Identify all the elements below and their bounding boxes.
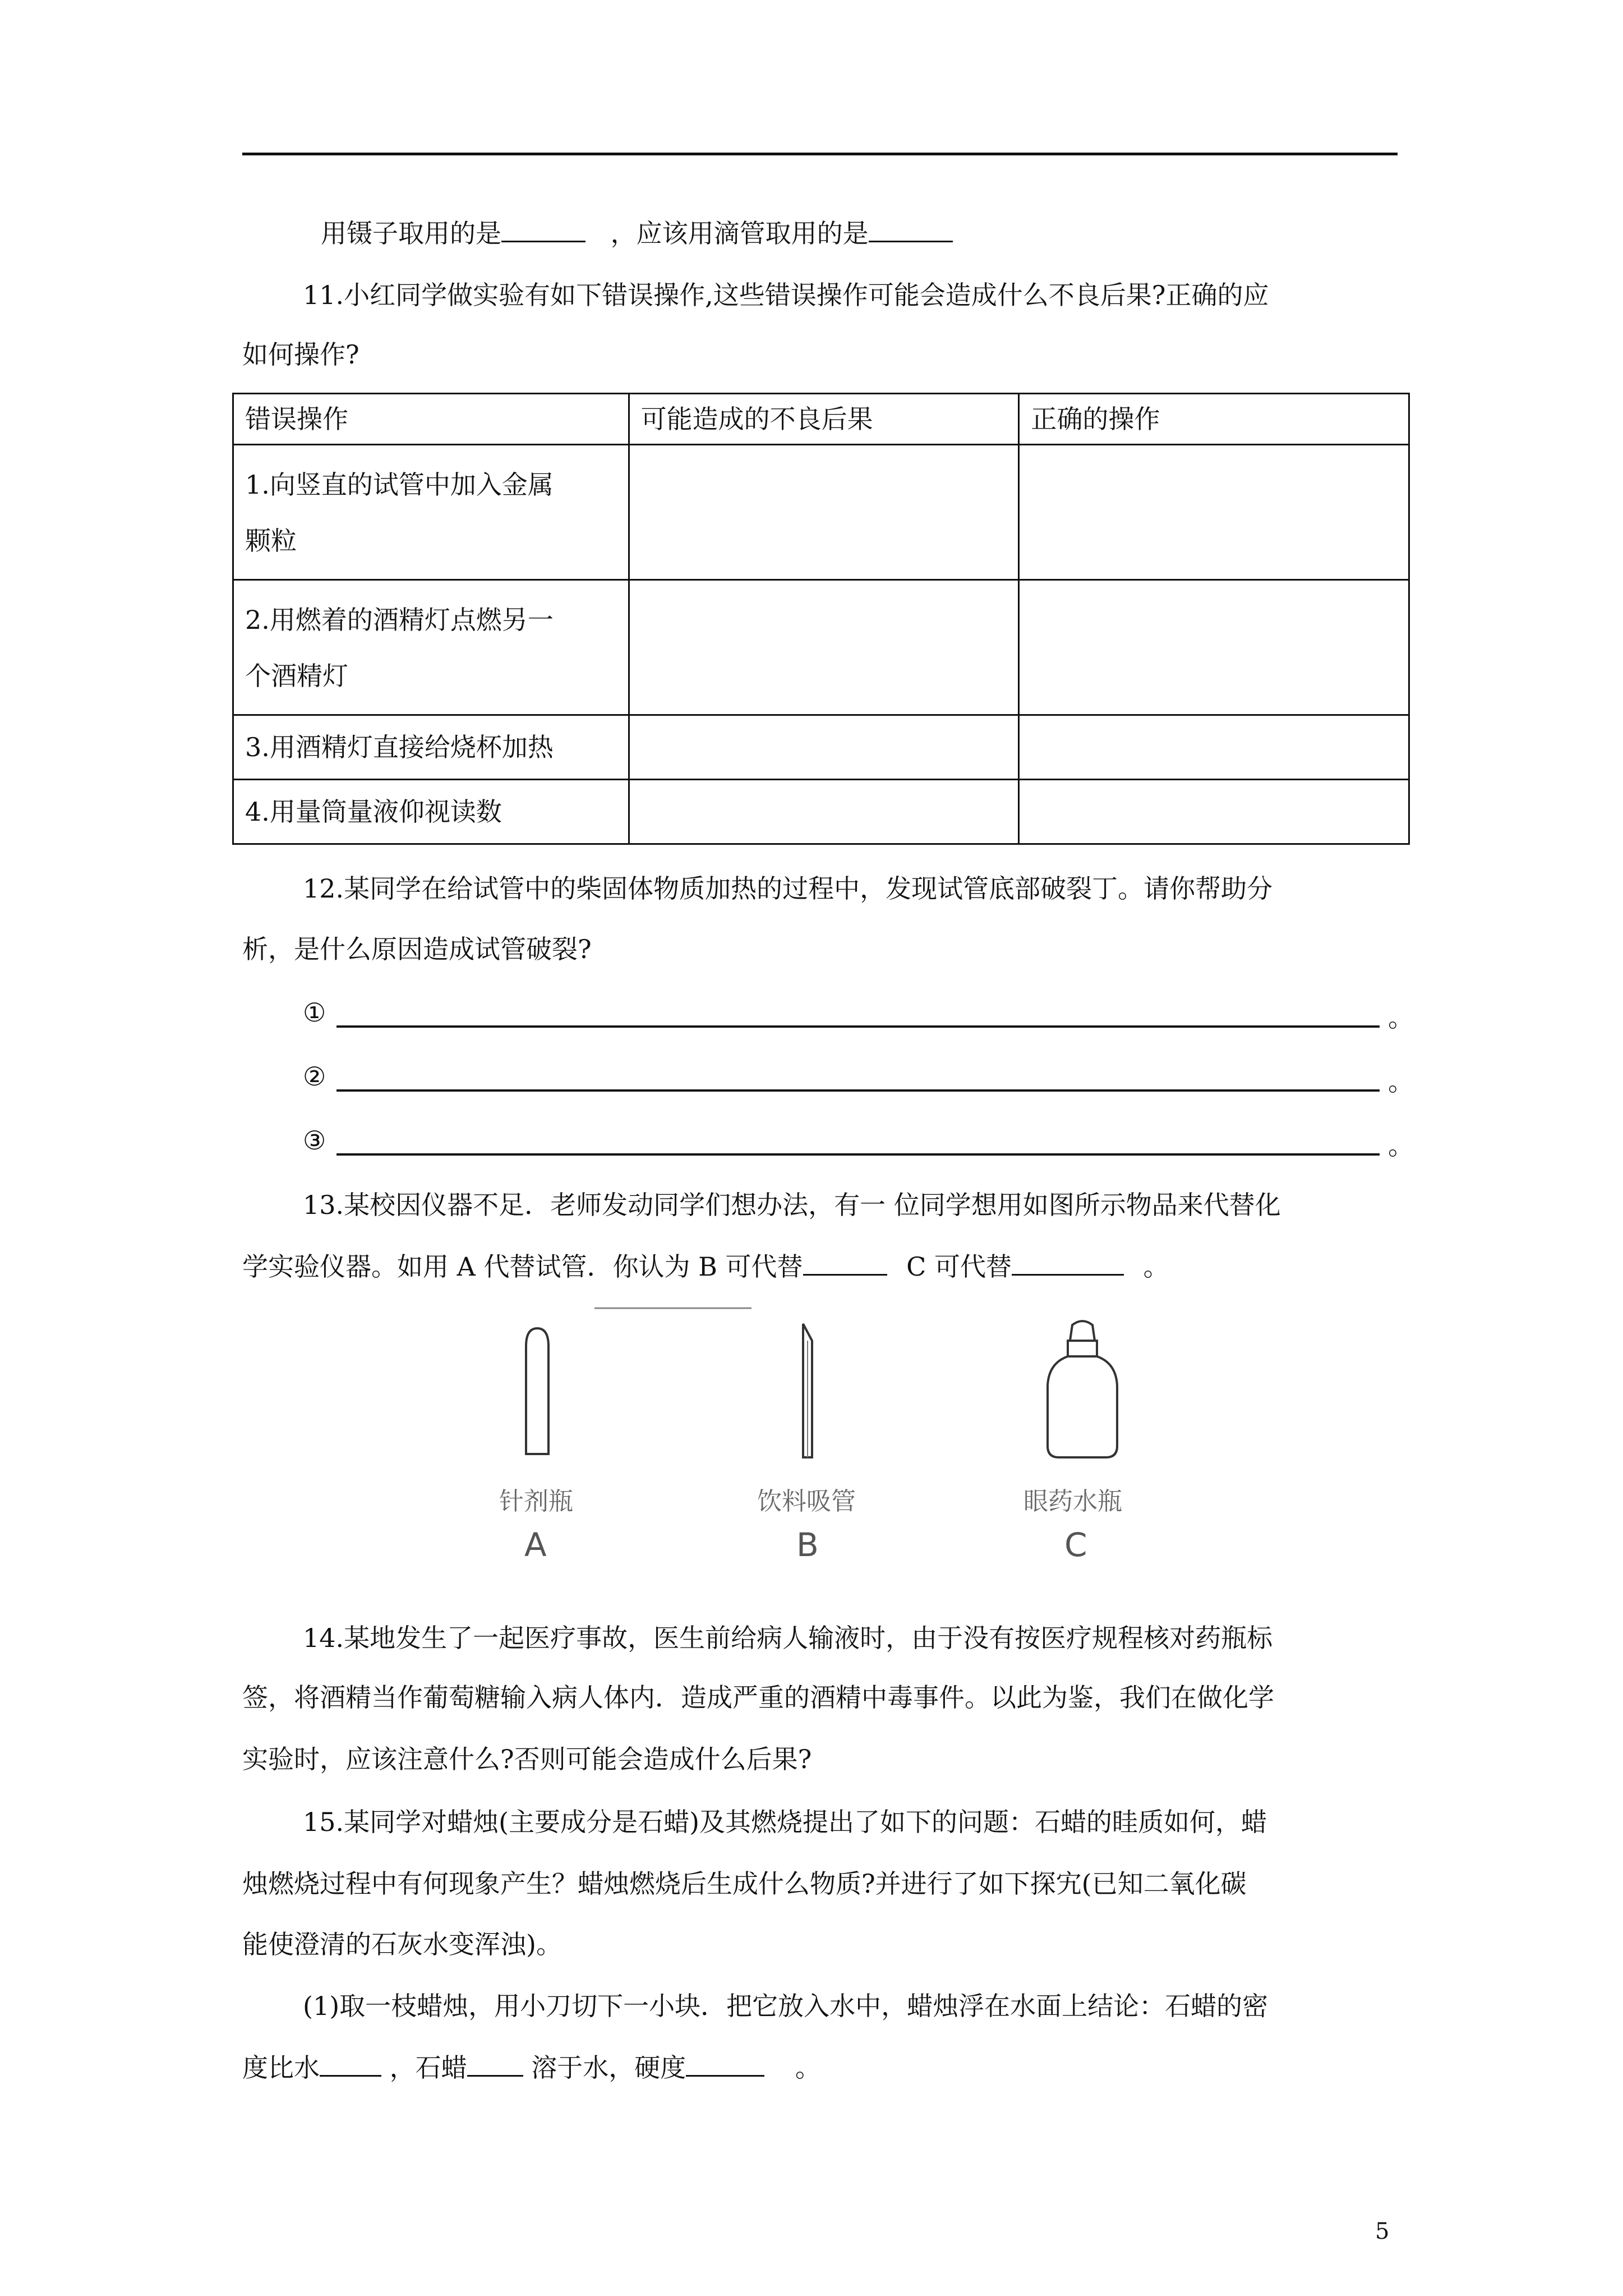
q12-answer-2: ② 。 [303, 1061, 1414, 1097]
q12-answer-1: ① 。 [303, 997, 1414, 1033]
q15-line-2: 烛燃烧过程中有何现象产生？蜡烛燃烧后生成什么物质?并进行了如下探宄(已知二氧化碳 [242, 1869, 1247, 1899]
q13-line-1: 13.某校因仪器不足．老师发动同学们想办法，有一 位同学想用如图所示物品来代替化 [303, 1190, 1281, 1220]
q11-row1-correct-cell[interactable] [1019, 445, 1409, 580]
figure-label-a: 针剂瓶 [499, 1487, 573, 1516]
q13-figure [437, 1301, 1166, 1593]
vial-icon [526, 1328, 548, 1454]
q11-table-row [233, 715, 1409, 780]
q12-answer-1-line[interactable] [336, 1025, 1380, 1028]
q13-line-2: 学实验仪器。如用 A 代替试管．你认为 B 可代替 C 可代替 。 [242, 1251, 1169, 1282]
q11-row3-consequence-cell[interactable] [629, 715, 1019, 780]
figure-label-c: 眼药水瓶 [1023, 1487, 1122, 1516]
q10-blank-2[interactable] [869, 217, 953, 242]
q11-header-consequence: 可能造成的不良后果 [629, 394, 1019, 445]
q11-row4-op: 4.用量筒量液仰视读数 [233, 780, 629, 844]
q10-blank-1[interactable] [501, 217, 585, 242]
q12-line-1: 12.某同学在给试管中的柴固体物质加热的过程中，发现试管底部破裂丁。请你帮助分 [303, 873, 1273, 904]
q10-tweezers-text: 用镊子取用的是 [321, 218, 501, 249]
q12-answer-1-marker: ① [303, 997, 326, 1028]
q15-blank-solubility[interactable] [467, 2051, 523, 2077]
q11-line-2: 如何操作? [242, 339, 359, 370]
q14-line-3: 实验时，应该注意什么?否则可能会造成什么后果? [242, 1744, 812, 1774]
q11-row2-correct-cell[interactable] [1019, 580, 1409, 715]
q12-answer-2-marker: ② [303, 1061, 326, 1092]
q11-table-row [233, 780, 1409, 844]
q11-row2-consequence-cell[interactable] [629, 580, 1019, 715]
q12-line-2: 析，是什么原因造成试管破裂? [242, 934, 592, 964]
q11-row1-op: 1.向竖直的试管中加入金属 颗粒 [233, 445, 629, 580]
figure-letter-c: C [1064, 1526, 1087, 1564]
q13-blank-b[interactable] [803, 1250, 887, 1276]
page-number: 5 [1375, 2219, 1390, 2244]
q11-row4-consequence-cell[interactable] [629, 780, 1019, 844]
q11-line-1: 11.小红同学做实验有如下错误操作,这些错误操作可能会造成什么不良后果?正确的应 [303, 280, 1269, 310]
q15-blank-hardness[interactable] [686, 2051, 764, 2077]
q11-header-wrong-op: 错误操作 [233, 394, 629, 445]
figure-letter-b: B [796, 1526, 819, 1564]
q15-sub1-line-2: 度比水 ，石蜡 溶于水，硬度 。 [242, 2053, 821, 2083]
q15-line-1: 15.某同学对蜡烛(主要成分是石蜡)及其燃烧提出了如下的问题：石蜡的眭质如何，蜡 [303, 1807, 1267, 1837]
q11-row2-op: 2.用燃着的酒精灯点燃另一 个酒精灯 [233, 580, 629, 715]
header-rule [242, 153, 1398, 155]
q11-header-correct-op: 正确的操作 [1019, 394, 1409, 445]
q15-blank-density[interactable] [320, 2051, 381, 2077]
figure-label-b: 饮料吸管 [757, 1487, 856, 1516]
q12-answer-2-line[interactable] [336, 1089, 1380, 1092]
q11-table-row [233, 445, 1409, 580]
q11-row3-op: 3.用酒精灯直接给烧杯加热 [233, 715, 629, 780]
q15-line-3: 能使澄清的石灰水变浑浊)。 [242, 1929, 562, 1959]
q11-row4-correct-cell[interactable] [1019, 780, 1409, 844]
q14-line-1: 14.某地发生了一起医疗事故，医生前给病人输液时，由于没有按医疗规程核对药瓶标 [303, 1623, 1273, 1653]
q11-table [232, 393, 1410, 845]
q14-line-2: 签，将酒精当作葡萄糖输入病人体内．造成严重的酒精中毒事件。以此为鉴，我们在做化学 [242, 1682, 1274, 1713]
q11-table-row [233, 580, 1409, 715]
q12-answer-3-line[interactable] [336, 1153, 1380, 1156]
q11-table-header [233, 394, 1409, 445]
straw-icon [803, 1324, 812, 1457]
q12-answer-3-marker: ③ [303, 1125, 326, 1156]
q10-dropper-text: ，应该用滴管取用的是 [610, 218, 869, 249]
q12-answer-3: ③ 。 [303, 1125, 1414, 1161]
q10-tail-line [321, 217, 953, 250]
q13-blank-c[interactable] [1012, 1250, 1124, 1276]
figure-letter-a: A [524, 1526, 547, 1564]
q11-row3-correct-cell[interactable] [1019, 715, 1409, 780]
q15-sub1-line-1: (1)取一枝蜡烛，用小刀切下一小块．把它放入水中，蜡烛浮在水面上结论：石蜡的密 [303, 1991, 1269, 2021]
q11-row1-consequence-cell[interactable] [629, 445, 1019, 580]
eye-drop-bottle-icon [1048, 1321, 1117, 1457]
